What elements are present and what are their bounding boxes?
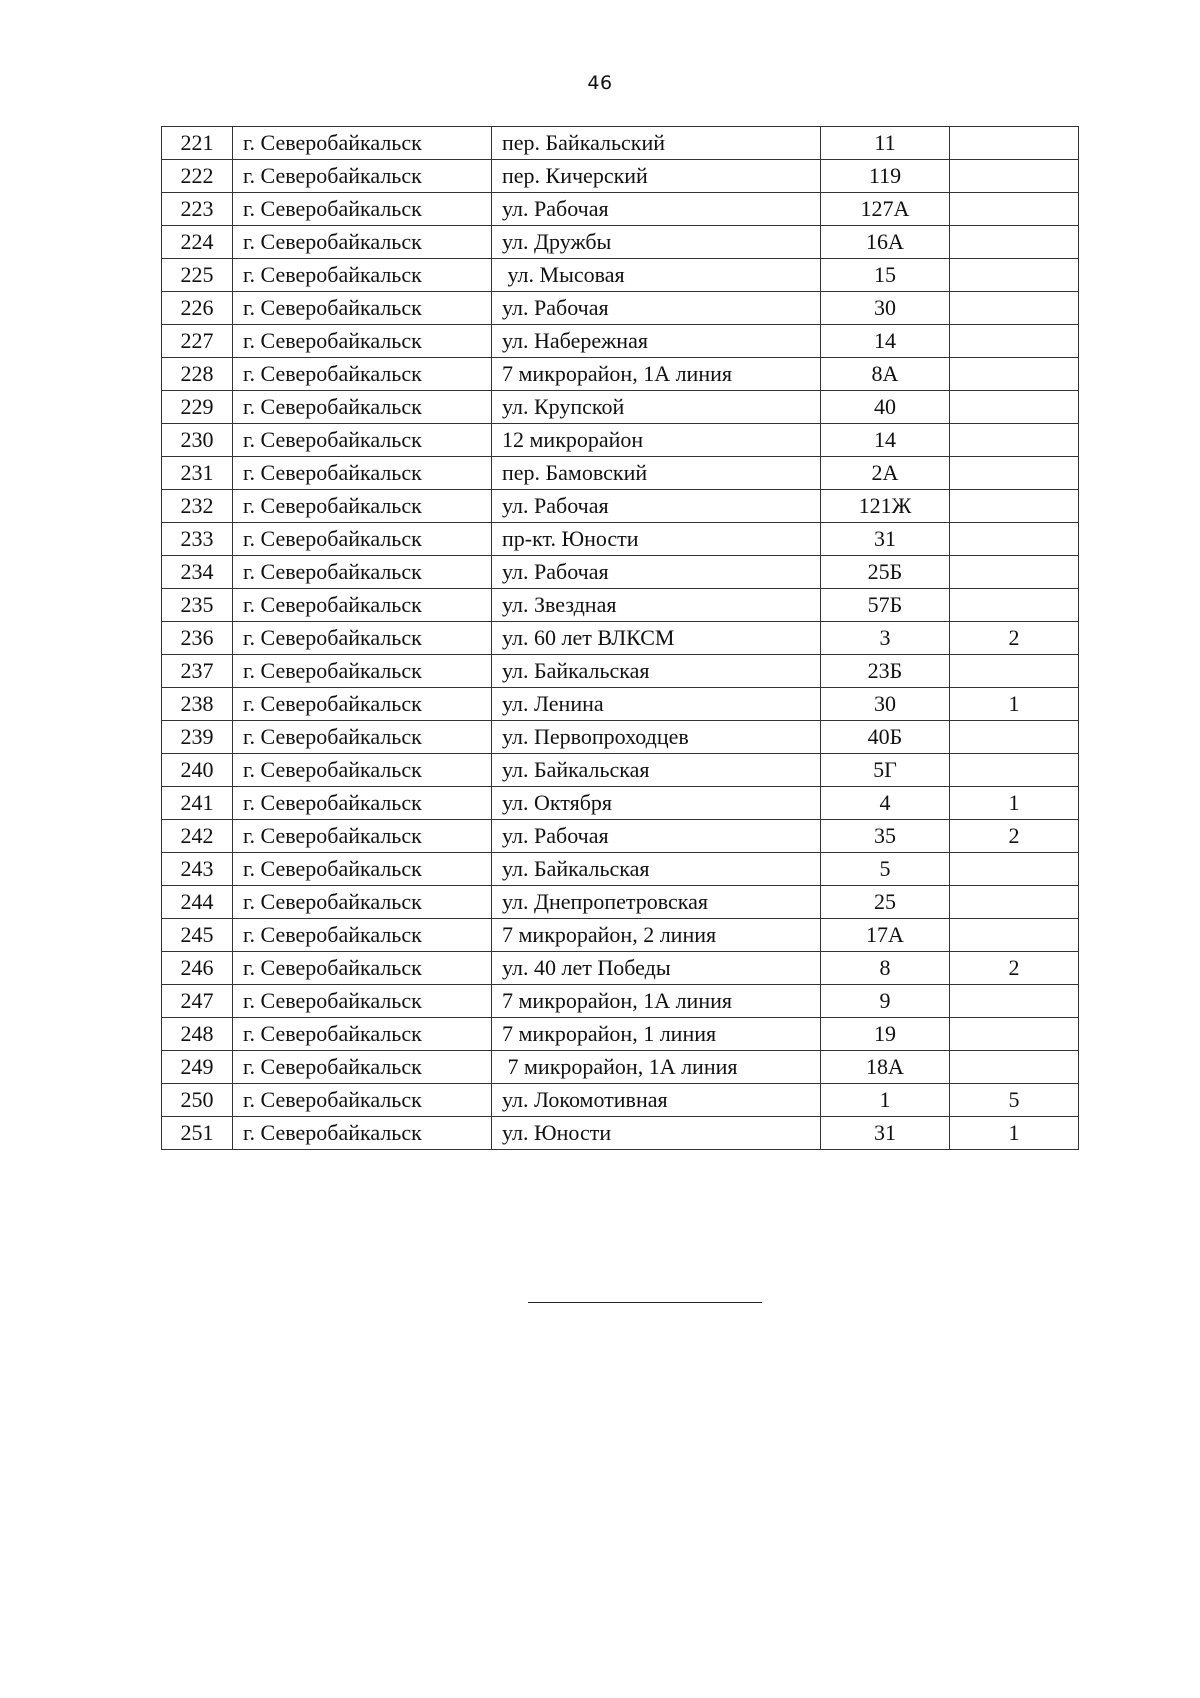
- street-cell: 12 микрорайон: [492, 424, 821, 457]
- house-number-cell: 23Б: [821, 655, 950, 688]
- table-row: [162, 1018, 1079, 1051]
- city-cell: г. Северобайкальск: [233, 556, 492, 589]
- city-cell: г. Северобайкальск: [233, 952, 492, 985]
- extra-number-cell: [950, 886, 1079, 919]
- house-number-cell: 3: [821, 622, 950, 655]
- city-cell: г. Северобайкальск: [233, 820, 492, 853]
- extra-number-cell: [950, 259, 1079, 292]
- table-row: [162, 358, 1079, 391]
- table-row: [162, 721, 1079, 754]
- page-number: 46: [587, 72, 613, 94]
- row-number-cell: 229: [162, 391, 233, 424]
- extra-number-cell: [950, 457, 1079, 490]
- row-number-cell: 243: [162, 853, 233, 886]
- house-number-cell: 8А: [821, 358, 950, 391]
- row-number-cell: 251: [162, 1117, 233, 1150]
- row-number-cell: 249: [162, 1051, 233, 1084]
- city-cell: г. Северобайкальск: [233, 688, 492, 721]
- row-number-cell: 245: [162, 919, 233, 952]
- street-cell: ул. Мысовая: [492, 259, 821, 292]
- row-number-cell: 247: [162, 985, 233, 1018]
- extra-number-cell: [950, 1018, 1079, 1051]
- street-cell: 7 микрорайон, 1А линия: [492, 1051, 821, 1084]
- extra-number-cell: [950, 127, 1079, 160]
- city-cell: г. Северобайкальск: [233, 655, 492, 688]
- table-row: [162, 952, 1079, 985]
- house-number-cell: 25: [821, 886, 950, 919]
- row-number-cell: 230: [162, 424, 233, 457]
- table-row: [162, 622, 1079, 655]
- address-table-body: [162, 127, 1079, 1150]
- street-cell: ул. Октября: [492, 787, 821, 820]
- extra-number-cell: 1: [950, 688, 1079, 721]
- extra-number-cell: [950, 1051, 1079, 1084]
- street-cell: ул. Дружбы: [492, 226, 821, 259]
- extra-number-cell: [950, 160, 1079, 193]
- city-cell: г. Северобайкальск: [233, 919, 492, 952]
- street-cell: ул. Первопроходцев: [492, 721, 821, 754]
- house-number-cell: 40Б: [821, 721, 950, 754]
- address-table: [161, 126, 1079, 1150]
- row-number-cell: 234: [162, 556, 233, 589]
- city-cell: г. Северобайкальск: [233, 1051, 492, 1084]
- street-cell: ул. 40 лет Победы: [492, 952, 821, 985]
- city-cell: г. Северобайкальск: [233, 622, 492, 655]
- extra-number-cell: [950, 589, 1079, 622]
- city-cell: г. Северобайкальск: [233, 1084, 492, 1117]
- house-number-cell: 40: [821, 391, 950, 424]
- house-number-cell: 19: [821, 1018, 950, 1051]
- end-of-document-line: [528, 1302, 762, 1303]
- row-number-cell: 226: [162, 292, 233, 325]
- extra-number-cell: [950, 391, 1079, 424]
- table-row: [162, 490, 1079, 523]
- table-row: [162, 1051, 1079, 1084]
- extra-number-cell: 2: [950, 952, 1079, 985]
- row-number-cell: 250: [162, 1084, 233, 1117]
- extra-number-cell: 1: [950, 1117, 1079, 1150]
- row-number-cell: 238: [162, 688, 233, 721]
- row-number-cell: 241: [162, 787, 233, 820]
- extra-number-cell: 2: [950, 622, 1079, 655]
- house-number-cell: 14: [821, 325, 950, 358]
- city-cell: г. Северобайкальск: [233, 853, 492, 886]
- row-number-cell: 233: [162, 523, 233, 556]
- table-row: [162, 820, 1079, 853]
- extra-number-cell: [950, 490, 1079, 523]
- extra-number-cell: [950, 292, 1079, 325]
- table-row: [162, 325, 1079, 358]
- house-number-cell: 17А: [821, 919, 950, 952]
- street-cell: 7 микрорайон, 1А линия: [492, 358, 821, 391]
- table-row: [162, 985, 1079, 1018]
- row-number-cell: 223: [162, 193, 233, 226]
- extra-number-cell: [950, 424, 1079, 457]
- row-number-cell: 236: [162, 622, 233, 655]
- city-cell: г. Северобайкальск: [233, 292, 492, 325]
- city-cell: г. Северобайкальск: [233, 1117, 492, 1150]
- house-number-cell: 14: [821, 424, 950, 457]
- row-number-cell: 240: [162, 754, 233, 787]
- street-cell: ул. 60 лет ВЛКСМ: [492, 622, 821, 655]
- street-cell: ул. Звездная: [492, 589, 821, 622]
- street-cell: ул. Рабочая: [492, 193, 821, 226]
- table-row: [162, 160, 1079, 193]
- table-row: [162, 127, 1079, 160]
- house-number-cell: 9: [821, 985, 950, 1018]
- table-row: [162, 1117, 1079, 1150]
- city-cell: г. Северобайкальск: [233, 490, 492, 523]
- table-row: [162, 292, 1079, 325]
- street-cell: ул. Байкальская: [492, 853, 821, 886]
- table-row: [162, 424, 1079, 457]
- extra-number-cell: 1: [950, 787, 1079, 820]
- street-cell: пер. Бамовский: [492, 457, 821, 490]
- table-row: [162, 886, 1079, 919]
- street-cell: 7 микрорайон, 1 линия: [492, 1018, 821, 1051]
- street-cell: 7 микрорайон, 2 линия: [492, 919, 821, 952]
- row-number-cell: 246: [162, 952, 233, 985]
- row-number-cell: 239: [162, 721, 233, 754]
- table-row: [162, 589, 1079, 622]
- extra-number-cell: [950, 193, 1079, 226]
- extra-number-cell: [950, 853, 1079, 886]
- table-row: [162, 556, 1079, 589]
- house-number-cell: 121Ж: [821, 490, 950, 523]
- street-cell: ул. Байкальская: [492, 655, 821, 688]
- extra-number-cell: [950, 919, 1079, 952]
- house-number-cell: 119: [821, 160, 950, 193]
- extra-number-cell: [950, 985, 1079, 1018]
- extra-number-cell: 2: [950, 820, 1079, 853]
- table-row: [162, 1084, 1079, 1117]
- house-number-cell: 5Г: [821, 754, 950, 787]
- street-cell: ул. Крупской: [492, 391, 821, 424]
- table-row: [162, 523, 1079, 556]
- row-number-cell: 232: [162, 490, 233, 523]
- extra-number-cell: [950, 325, 1079, 358]
- street-cell: ул. Набережная: [492, 325, 821, 358]
- city-cell: г. Северобайкальск: [233, 259, 492, 292]
- table-row: [162, 457, 1079, 490]
- house-number-cell: 57Б: [821, 589, 950, 622]
- table-row: [162, 853, 1079, 886]
- street-cell: пр-кт. Юности: [492, 523, 821, 556]
- street-cell: пер. Кичерский: [492, 160, 821, 193]
- row-number-cell: 221: [162, 127, 233, 160]
- row-number-cell: 231: [162, 457, 233, 490]
- house-number-cell: 31: [821, 1117, 950, 1150]
- row-number-cell: 222: [162, 160, 233, 193]
- house-number-cell: 127А: [821, 193, 950, 226]
- row-number-cell: 242: [162, 820, 233, 853]
- row-number-cell: 235: [162, 589, 233, 622]
- house-number-cell: 2А: [821, 457, 950, 490]
- house-number-cell: 25Б: [821, 556, 950, 589]
- row-number-cell: 224: [162, 226, 233, 259]
- extra-number-cell: [950, 358, 1079, 391]
- street-cell: ул. Рабочая: [492, 820, 821, 853]
- city-cell: г. Северобайкальск: [233, 424, 492, 457]
- extra-number-cell: [950, 655, 1079, 688]
- table-row: [162, 919, 1079, 952]
- table-row: [162, 193, 1079, 226]
- street-cell: ул. Рабочая: [492, 292, 821, 325]
- street-cell: 7 микрорайон, 1А линия: [492, 985, 821, 1018]
- house-number-cell: 11: [821, 127, 950, 160]
- city-cell: г. Северобайкальск: [233, 457, 492, 490]
- street-cell: ул. Ленина: [492, 688, 821, 721]
- city-cell: г. Северобайкальск: [233, 226, 492, 259]
- city-cell: г. Северобайкальск: [233, 886, 492, 919]
- city-cell: г. Северобайкальск: [233, 721, 492, 754]
- extra-number-cell: [950, 556, 1079, 589]
- extra-number-cell: [950, 721, 1079, 754]
- house-number-cell: 1: [821, 1084, 950, 1117]
- house-number-cell: 30: [821, 688, 950, 721]
- city-cell: г. Северобайкальск: [233, 589, 492, 622]
- extra-number-cell: [950, 226, 1079, 259]
- house-number-cell: 5: [821, 853, 950, 886]
- city-cell: г. Северобайкальск: [233, 358, 492, 391]
- house-number-cell: 16А: [821, 226, 950, 259]
- house-number-cell: 30: [821, 292, 950, 325]
- table-row: [162, 688, 1079, 721]
- street-cell: ул. Рабочая: [492, 490, 821, 523]
- city-cell: г. Северобайкальск: [233, 391, 492, 424]
- extra-number-cell: 5: [950, 1084, 1079, 1117]
- house-number-cell: 18А: [821, 1051, 950, 1084]
- table-row: [162, 259, 1079, 292]
- street-cell: пер. Байкальский: [492, 127, 821, 160]
- extra-number-cell: [950, 754, 1079, 787]
- house-number-cell: 31: [821, 523, 950, 556]
- table-row: [162, 655, 1079, 688]
- table-row: [162, 226, 1079, 259]
- table-row: [162, 787, 1079, 820]
- house-number-cell: 15: [821, 259, 950, 292]
- street-cell: ул. Рабочая: [492, 556, 821, 589]
- city-cell: г. Северобайкальск: [233, 1018, 492, 1051]
- house-number-cell: 4: [821, 787, 950, 820]
- row-number-cell: 225: [162, 259, 233, 292]
- city-cell: г. Северобайкальск: [233, 325, 492, 358]
- city-cell: г. Северобайкальск: [233, 523, 492, 556]
- city-cell: г. Северобайкальск: [233, 160, 492, 193]
- street-cell: ул. Локомотивная: [492, 1084, 821, 1117]
- street-cell: ул. Юности: [492, 1117, 821, 1150]
- row-number-cell: 244: [162, 886, 233, 919]
- city-cell: г. Северобайкальск: [233, 985, 492, 1018]
- house-number-cell: 35: [821, 820, 950, 853]
- house-number-cell: 8: [821, 952, 950, 985]
- table-row: [162, 754, 1079, 787]
- row-number-cell: 227: [162, 325, 233, 358]
- row-number-cell: 237: [162, 655, 233, 688]
- city-cell: г. Северобайкальск: [233, 754, 492, 787]
- extra-number-cell: [950, 523, 1079, 556]
- street-cell: ул. Байкальская: [492, 754, 821, 787]
- city-cell: г. Северобайкальск: [233, 787, 492, 820]
- row-number-cell: 228: [162, 358, 233, 391]
- city-cell: г. Северобайкальск: [233, 127, 492, 160]
- street-cell: ул. Днепропетровская: [492, 886, 821, 919]
- row-number-cell: 248: [162, 1018, 233, 1051]
- table-row: [162, 391, 1079, 424]
- city-cell: г. Северобайкальск: [233, 193, 492, 226]
